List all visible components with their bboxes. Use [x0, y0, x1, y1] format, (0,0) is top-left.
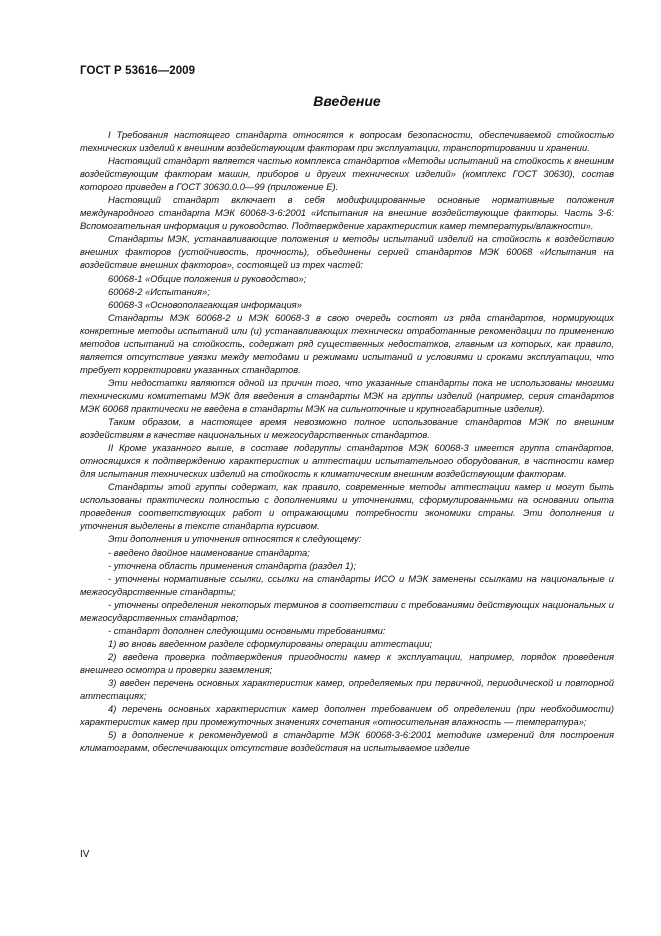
paragraph: Стандарты МЭК, устанавливающие положения и методы испытаний изделий на стойкость к воздействию внешних факторов (устойчивость, прочность), объединены серией стандартов МЭК 60068 «Испытания на воздействие внешних факторов», состоящей из трех частей: — [80, 233, 614, 271]
standard-code: ГОСТ Р 53616—2009 — [80, 65, 196, 77]
list-item: 60068-2 «Испытания»; — [108, 285, 210, 297]
paragraph: Стандарты этой группы содержат, как правило, современные методы аттестации камер и могут быть использованы практически полностью с дополнениями и уточнениями, сформулированными на основании опыта проведения соответствующих работ и отражающими потребности экономики страны. Эти дополнения и уточнения выделены в тексте стандарта курсивом. — [80, 481, 614, 532]
page-number: IV — [80, 849, 90, 860]
list-item: 3) введен перечень основных характеристик камер, определяемых при первичной, периодической и повторной аттестациях; — [80, 676, 614, 702]
paragraph: II Кроме указанного выше, в составе подгруппы стандартов МЭК 60068-3 имеется группа стандартов, относящихся к подтверждению характеристик и аттестации испытательного оборудования, в частности камер для испытания технических изделий на стойкость к климатическим внешним воздействующим факторам. — [80, 442, 614, 480]
list-item: 2) введена проверка подтверждения пригодности камер к эксплуатации, например, порядок проведения внешнего осмотра и проверки заземления; — [80, 650, 614, 675]
paragraph: Стандарты МЭК 60068-2 и МЭК 60068-3 в свою очередь состоят из ряда стандартов, нормирующих конкретные методы испытаний или (и) устанавливающих технически отработанные рекомендации по применению методов испытаний на стойкость, содержат ряд существенных недостатков, главным из которых, как правило, является отсутствие увязки между методами и режимами испытаний и условиями и сроками эксплуатации, что требует корректировки указанных стандартов. — [80, 311, 614, 375]
section-title: Введение — [313, 93, 381, 109]
list-item: - уточнены нормативные ссылки, ссылки на стандарты ИСО и МЭК заменены ссылками на национальные и межгосударственные стандарты; — [80, 572, 614, 597]
list-item: 60068-3 «Основополагающая информация» — [108, 298, 302, 310]
paragraph: Настоящий стандарт включает в себя модифицированные основные нормативные положения международного стандарта МЭК 60068-3-6:2001 «Испытания на внешние воздействующие факторы. Часть 3-6: Вспомогательная информация и руководство. Подтверждение характеристик камер температуры/влажности». — [80, 194, 614, 232]
list-item: 1) во вновь введенном разделе сформулированы операции аттестации; — [108, 637, 433, 649]
list-item: - уточнена область применения стандарта (раздел 1); — [108, 559, 356, 571]
list-item: 5) в дополнение к рекомендуемой в стандарте МЭК 60068-3-6:2001 методике измерений для построения климатограмм, обеспечивающих отсутствие воздействия на испытываемое изделие — [80, 729, 614, 754]
paragraph: Эти недостатки являются одной из причин того, что указанные стандарты пока не использованы многими техническими комитетами МЭК для введения в стандарты МЭК на группы изделий (например, серия стандартов МЭК 60068 практически не введена в стандарты МЭК на сильноточные и крупногабаритные изделия). — [80, 376, 614, 414]
paragraph: Эти дополнения и уточнения относятся к следующему: — [108, 533, 362, 545]
paragraph: Таким образом, в настоящее время невозможно полное использование стандартов МЭК по внешним воздействиям в качестве национальных и межгосударственных стандартов. — [80, 416, 614, 441]
paragraph: Настоящий стандарт является частью комплекса стандартов «Методы испытаний на стойкость к внешним воздействующим факторам машин, приборов и других технических изделий» (комплекс ГОСТ 30630), состав которого приведен в ГОСТ 30630.0.0—99 (приложение Е). — [80, 155, 614, 193]
paragraph: I Требования настоящего стандарта относятся к вопросам безопасности, обеспечиваемой стойкостью технических изделий к внешним воздействующим факторам при эксплуатации, транспортировании и хранении. — [80, 129, 614, 154]
list-item: - уточнены определения некоторых терминов в соответствии с требованиями действующих национальных и межгосударственных стандартов; — [80, 598, 614, 623]
list-item: - стандарт дополнен следующими основными требованиями: — [108, 624, 386, 636]
list-item: - введено двойное наименование стандарта; — [108, 546, 310, 558]
list-item: 60068-1 «Общие положения и руководство»; — [108, 272, 307, 284]
list-item: 4) перечень основных характеристик камер дополнен требованием об определении (при необходимости) характеристик камер при промежуточных значениях сочетания «относительная влажность — температура»; — [80, 703, 614, 728]
document-body — [80, 128, 614, 754]
